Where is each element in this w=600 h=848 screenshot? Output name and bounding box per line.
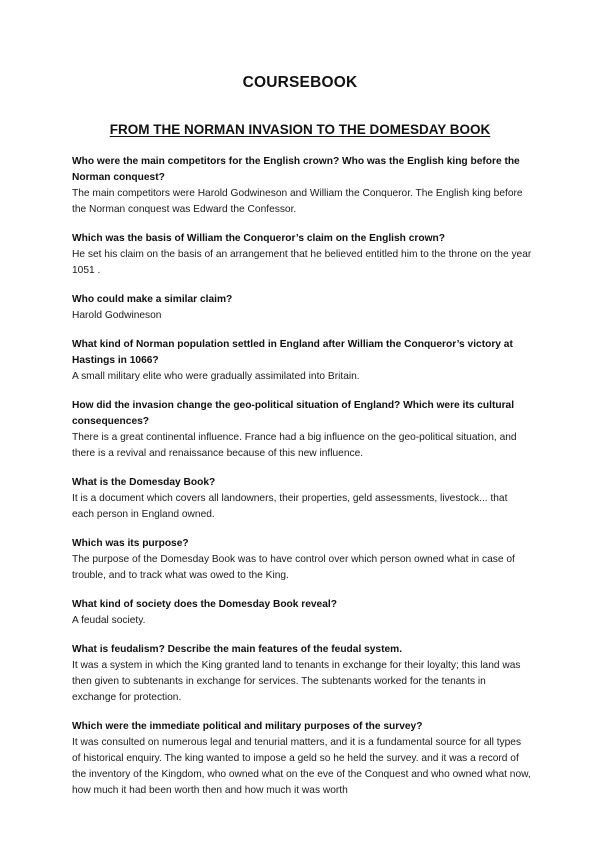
answer-text: A small military elite who were gradually assimilated into Britain. (72, 371, 360, 382)
answer-text: It is a document which covers all landowners, their properties, geld assessments, livestock... that each person in England owned. (72, 493, 508, 520)
answer-text: It was a system in which the King granted land to tenants in exchange for their loyalty; this land was then given to subtenants in exchange for services. The subtenants worked for the tenants in exchange for protection. (72, 660, 521, 703)
question-text: Which were the immediate political and military purposes of the survey? (72, 721, 423, 732)
qa-item (72, 642, 532, 706)
page-title: COURSEBOOK (242, 74, 358, 91)
question-text: What is feudalism? Describe the main features of the feudal system. (72, 644, 403, 655)
answer-text: The purpose of the Domesday Book was to have control over which person owned what in case of trouble, and to track what was owed to the King. (72, 554, 515, 581)
answer-text: A feudal society. (72, 615, 146, 626)
question-text: What is the Domesday Book? (72, 477, 216, 488)
question-text: Which was its purpose? (72, 538, 189, 549)
qa-item (72, 398, 532, 462)
question-text: What kind of society does the Domesday Book reveal? (72, 599, 337, 610)
qa-item (72, 337, 532, 385)
answer-text: Harold Godwineson (72, 310, 162, 321)
qa-item (72, 231, 532, 279)
qa-item (72, 719, 532, 799)
answer-text: The main competitors were Harold Godwineson and William the Conqueror. The English king before the Norman conquest was Edward the Confessor. (72, 188, 523, 215)
page-subtitle: FROM THE NORMAN INVASION TO THE DOMESDAY BOOK (109, 122, 491, 137)
answer-text: There is a great continental influence. France had a big influence on the geo-political situation, and there is a revival and renaissance because of this new influence. (72, 432, 517, 459)
answer-text: He set his claim on the basis of an arrangement that he believed entitled him to the throne on the year 1051 . (72, 249, 532, 276)
qa-item (72, 154, 532, 218)
question-text: Who could make a similar claim? (72, 294, 233, 305)
qa-item (72, 292, 532, 324)
question-text: Which was the basis of William the Conqueror’s claim on the English crown? (72, 233, 445, 244)
qa-item (72, 597, 532, 629)
qa-list (72, 154, 532, 812)
question-text: Who were the main competitors for the English crown? Who was the English king before the Norman conquest? (72, 156, 520, 183)
question-text: What kind of Norman population settled in England after William the Conqueror’s victory at Hastings in 1066? (72, 339, 513, 366)
qa-item (72, 536, 532, 584)
answer-text: It was consulted on numerous legal and tenurial matters, and it is a fundamental source for all types of historical enquiry. The king wanted to impose a geld so he held the survey. and it was a record of the inventory of the Kingdom, who owned what on the eve of the Conquest and who owned what now, how much it had been worth then and how much it was worth (72, 737, 531, 796)
qa-item (72, 475, 532, 523)
question-text: How did the invasion change the geo-political situation of England? Which were its cultural consequences? (72, 400, 515, 427)
